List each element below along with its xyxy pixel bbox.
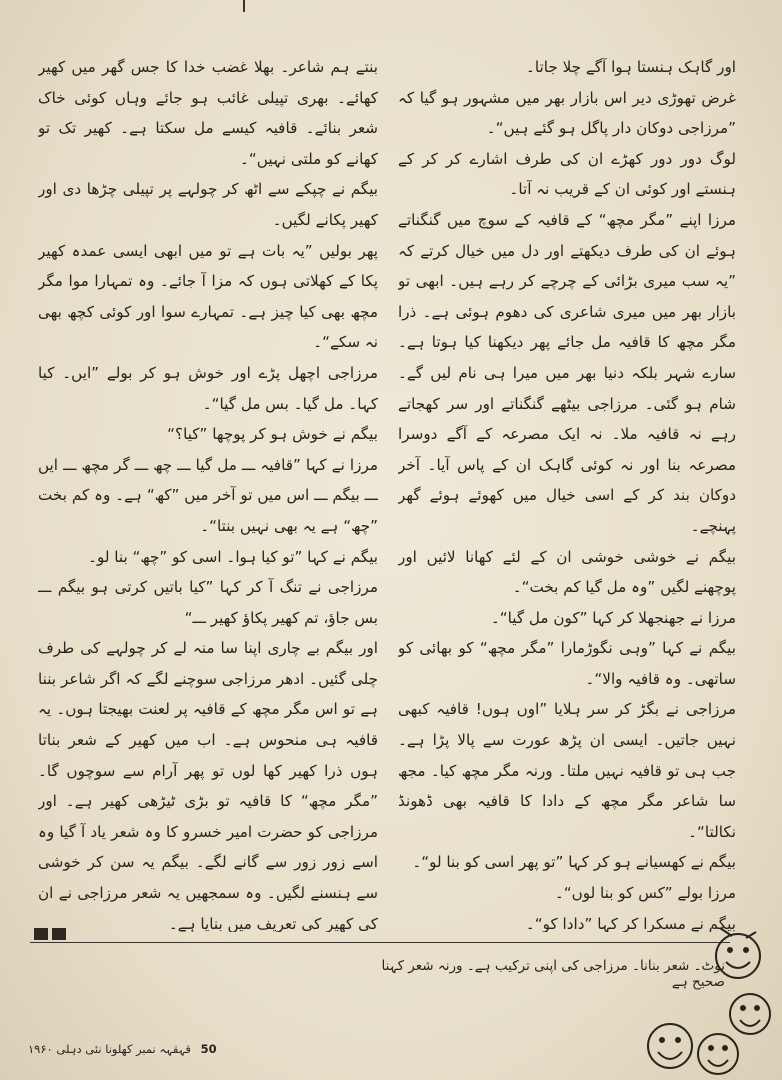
top-mark [243,0,245,12]
paragraph: پھر بولیں ”یہ بات ہے تو میں ابھی ایسی عمدہ کھیر پکا کے کھلاتی ہوں کہ مزا آ جائے۔ وہ تمہارا موا مگر مچھ بھی کیا چیز ہے۔ تمہارے سوا اور کوئی کچھ بھی نہ سکے“۔ [38,241,378,352]
paragraph: بیگم نے مسکرا کر کہا ”دادا کو“۔ [525,914,736,932]
paragraph: بیگم نے خوشی خوشی ان کے لئے کھانا لائیں اور پوچھنے لگیں ”وہ مل گیا کم بخت“۔ [398,547,736,597]
paragraph: بنتے ہم شاعر۔ بھلا غضب خدا کا جس گھر میں کھیر کھائے۔ بھری تپیلی غائب ہو جائے وہاں کوئی خاک شعر بنائے۔ قافیہ کیسے مل سکتا ہے۔ کھیر تک تو کھانے کو ملتی نہیں“۔ [38,58,378,168]
paragraph: غرض تھوڑی دیر اس بازار بھر میں مشہور ہو گیا کہ ”مرزاجی دوکان دار پاگل ہو گئے ہیں“۔ [398,88,736,138]
paragraph: مرزا بولے ”کس کو بنا لوں“۔ [554,884,736,903]
ornament-block [34,928,48,940]
paragraph: مرزا اپنے ”مگر مچھ“ کے قافیہ کے سوچ میں گنگناتے ہوئے ان کی طرف دیکھتے اور دل میں خیال کرتے کہ ”یہ سب میری بڑائی کے چرچے کر رہے ہیں۔ ابھی تو بازار بھر میں میری شاعری کی دھوم ہوئی ہے۔ ذرا مگر مچھ کا قافیہ مل جائے پھر دیکھنا کیا ہوتا ہے۔ سارے شہر بلکہ دنیا بھر میں میرا ہی نام لیں گے۔ شام ہو گئی۔ مرزاجی بیٹھے گنگناتے اور سر کھجاتے رہے نہ قافیہ ملا۔ نہ ایک مصرعہ کے آگے دوسرا مصرعہ بنا اور نہ کوئی گاہک ان کے پاس آیا۔ آخر دوکان بند کر کے اسی خیال میں کھوئے ہوئے گھر پہنچے۔ [398,210,736,535]
paragraph: بیگم نے خوش ہو کر پوچھا ”کیا؟“ [167,425,378,444]
left-column [38,52,378,932]
ornament [34,928,66,940]
paragraph: بیگم نے کہا ”وہی نگوڑمارا ”مگر مچھ“ کو بھائی کو ساتھی۔ وہ قافیہ والا“۔ [398,639,736,688]
right-column [398,52,736,932]
footnote: نوٹ۔ شعر بنانا۔ مرزاجی کی اپنی ترکیب ہے۔ ورنہ شعر کہنا صحیح ہے [381,958,725,990]
ornament-block [52,928,66,940]
laughing-faces-illustration [630,918,775,1078]
paragraph: مرزا نے جھنجھلا کر کہا ”کون مل گیا“۔ [490,608,736,627]
paragraph: اور گاہک ہنستا ہوا آگے چلا جاتا۔ [526,58,736,76]
paragraph: مرزا نے کہا ”قافیہ ـــ مل گیا ـــ چھ ـــ گر مچھ ـــ ایں ـــ بیگم ـــ اس میں تو آخر میں ”کھ“ ہے۔ وہ کم بخت ”چھ“ ہے یہ بھی نہیں بنتا“۔ [38,455,378,535]
paragraph: بیگم نے کھسیانے ہو کر کہا ”تو پھر اسی کو بنا لو“۔ [412,853,736,872]
divider [30,942,730,943]
paragraph: بیگم نے چپکے سے اٹھ کر چولہے پر تپیلی چڑھا دی اور کھیر پکانے لگیں۔ [38,180,378,229]
paragraph: اور بیگم بے چاری اپنا سا منہ لے کر چولہے کی طرف چلی گئیں۔ ادھر مرزاجی سوچنے لگے کہ اگر شاعر بننا ہے تو اس مگر مچھ کے قافیہ پر لعنت بھیجتا ہوں۔ یہ قافیہ ہی منحوس ہے۔ اب میں کھیر کے شعر بناتا ہوں ذرا کھیر کھا لوں تو پھر آرام سے سوچوں گا۔ ”مگر مچھ“ کا قافیہ تو بڑی ٹیڑھی کھیر ہے۔ اور مرزاجی کو حضرت امیر خسرو کا وہ شعر یاد آ گیا وہ اسے زور زور سے گانے لگے۔ بیگم یہ سن کر خوشی سے ہنسنے لگیں۔ وہ سمجھیں یہ شعر مرزاجی نے ان کی کھیر کی تعریف میں بنایا ہے۔ [38,639,378,932]
paragraph: مرزاجی نے تنگ آ کر کہا ”کیا باتیں کرتی ہو بیگم ـــ بس جاؤ، تم کھیر پکاؤ کھیر ـــ“ [38,578,378,627]
paragraph: مرزاجی اچھل پڑے اور خوش ہو کر بولے ”ایں۔ کیا کہا۔ مل گیا۔ بس مل گیا“۔ [38,363,378,413]
publication-line: قہقہہ نمبر کھلونا نئی دہلی ۱۹۶۰ [28,1042,191,1056]
paragraph: مرزاجی نے بگڑ کر سر ہلایا ”اوں ہوں! قافیہ کبھی نہیں جاتیں۔ ایسی ان پڑھ عورت سے پالا پڑا ہے۔ جب ہی تو قافیہ نہیں ملتا۔ ورنہ مگر مچھ کیا۔ مجھ سا شاعر مگر مچھ کے دادا کا قافیہ بھی ڈھونڈ نکالتا“۔ [398,700,736,841]
page-footer [28,1042,248,1056]
paragraph: بیگم نے کہا ”تو کیا ہوا۔ اسی کو ”چھ“ بنا لو۔ [88,547,378,566]
page-number: 50 [200,1042,217,1056]
paragraph: لوگ دور دور کھڑے ان کی طرف اشارے کر کر کے ہنستے اور کوئی ان کے قریب نہ آتا۔ [398,149,736,199]
